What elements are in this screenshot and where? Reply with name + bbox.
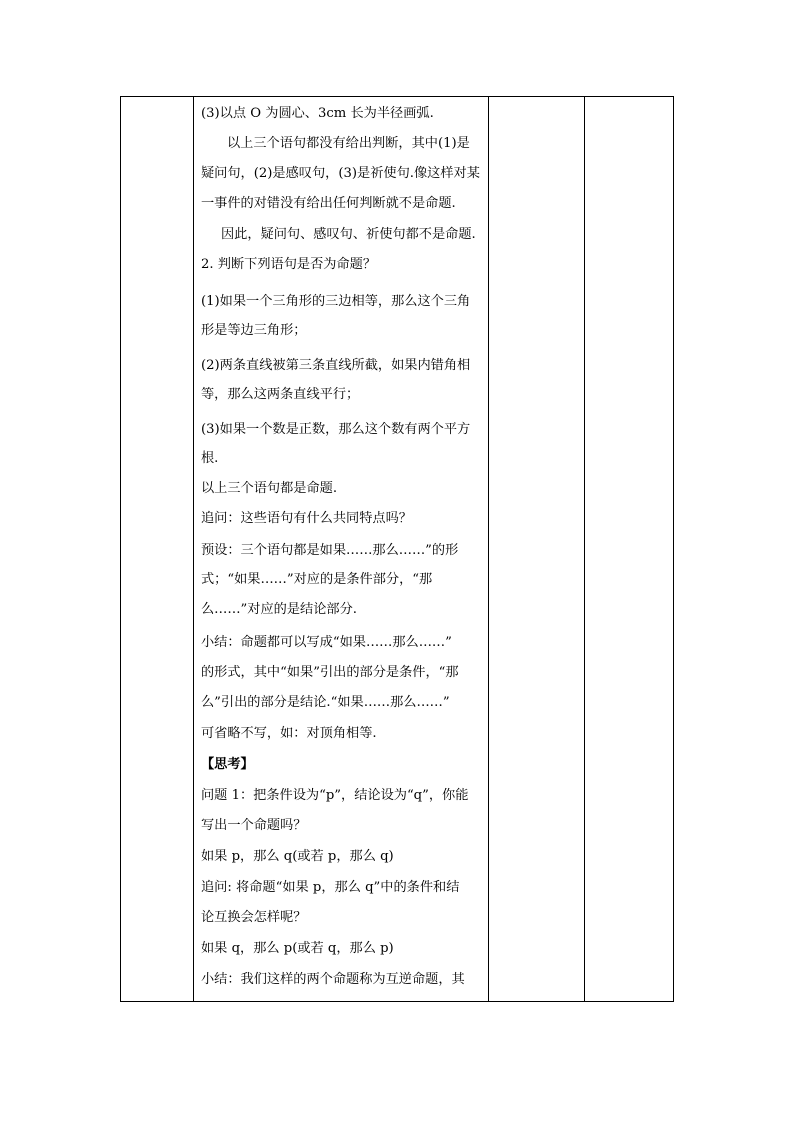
lesson-table xyxy=(120,96,674,1002)
text-line: 疑问句，(2)是感叹句，(3)是祈使句.像这样对某 xyxy=(201,166,480,181)
text-line: 以上三个语句都没有给出判断，其中(1)是 xyxy=(227,136,470,151)
text-line: 如果 p，那么 q(或若 p，那么 q) xyxy=(201,849,394,864)
text-line: 式；“如果……”对应的是条件部分，“那 xyxy=(201,572,433,587)
text-line: (3)如果一个数是正数，那么这个数有两个平方 xyxy=(201,422,471,437)
text-line: 等，那么这两条直线平行； xyxy=(201,387,360,402)
text-line: (1)如果一个三角形的三边相等，那么这个三角 xyxy=(201,294,471,309)
column-divider-1 xyxy=(193,97,194,1001)
text-line: 追问: 将命题“如果 p，那么 q”中的条件和结 xyxy=(201,880,460,895)
text-line: 形是等边三角形； xyxy=(201,323,307,338)
text-line: 因此，疑问句、感叹句、祈使句都不是命题. xyxy=(221,227,476,242)
text-line: 论互换会怎样呢？ xyxy=(201,910,307,925)
text-line: 问题 1：把条件设为“p”，结论设为“q”，你能 xyxy=(201,788,469,803)
text-line: 如果 q，那么 p(或若 q，那么 p) xyxy=(201,941,394,956)
text-line: 小结：我们这样的两个命题称为互逆命题，其 xyxy=(201,972,465,987)
text-line: 可省略不写，如：对顶角相等. xyxy=(201,726,377,741)
text-line: 小结：命题都可以写成“如果……那么……” xyxy=(201,635,452,650)
text-line: 预设：三个语句都是如果……那么……”的形 xyxy=(201,543,459,558)
text-line: 2. 判断下列语句是否为命题？ xyxy=(201,257,377,272)
section-heading: 【思考】 xyxy=(201,757,254,772)
column-divider-2 xyxy=(488,97,489,1001)
text-line: 根. xyxy=(201,451,219,466)
text-line: (3)以点 O 为圆心、3cm 长为半径画弧. xyxy=(201,106,434,121)
text-line: 追问：这些语句有什么共同特点吗？ xyxy=(201,511,412,526)
text-line: 写出一个命题吗？ xyxy=(201,818,307,833)
text-line: 以上三个语句都是命题. xyxy=(201,481,338,496)
text-line: 么”引出的部分是结论.“如果……那么……” xyxy=(201,695,450,710)
text-line: 么……”对应的是结论部分. xyxy=(201,602,357,617)
column-divider-3 xyxy=(584,97,585,1001)
text-line: (2)两条直线被第三条直线所截，如果内错角相 xyxy=(201,358,471,373)
text-line: 的形式，其中“如果”引出的部分是条件，“那 xyxy=(201,665,459,680)
text-line: 一事件的对错没有给出任何判断就不是命题. xyxy=(201,196,456,211)
